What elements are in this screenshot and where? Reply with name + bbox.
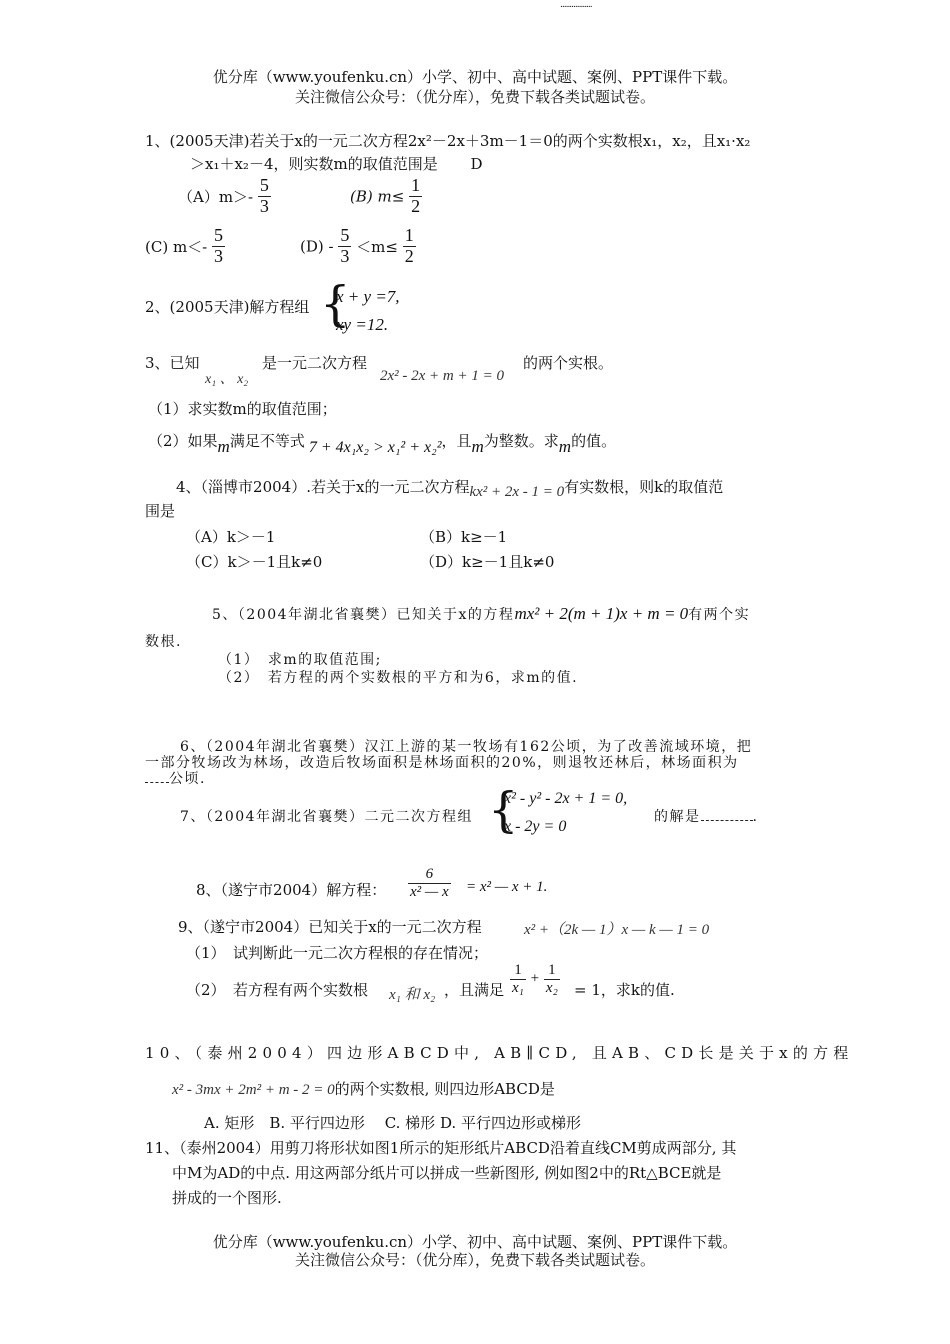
q3-inequality: 7 + 4x₁x₂ > x₁² + x₂² [308, 439, 442, 456]
q3-mid: 是一元二次方程 [262, 354, 368, 372]
denominator: x₂ [545, 979, 558, 996]
header-line-1: 优分库（www.youfenku.cn）小学、初中、高中试题、案例、PPT课件下载。 [212, 68, 738, 86]
q9-part-2-b: ，且满足 [444, 981, 505, 999]
q1-option-d-label: (D) - [300, 237, 334, 256]
q5-equation: mx² + 2(m + 1)x + m = 0 [514, 604, 689, 623]
q3-part-1: （1）求实数m的取值范围； [148, 400, 337, 418]
q8-lead: 8、（遂宁市2004）解方程： [196, 881, 387, 899]
q10-equation: x² - 3mx + 2m² + m - 2 = 0 [172, 1082, 335, 1098]
q1-option-c-fraction [212, 226, 225, 267]
q3-tail: 的两个实根。 [523, 354, 614, 372]
q3-vars: x₁ 、 x₂ [205, 372, 249, 387]
q1-option-c [145, 226, 225, 267]
q3-part-2-a: （2）如果 [148, 432, 218, 450]
q3-part-2-d: 为整数。求 [483, 432, 559, 450]
q2-eq-1: x + y =7, [336, 287, 400, 306]
q3-equation: 2x² - 2x + m + 1 = 0 [380, 368, 505, 384]
denominator: 3 [340, 245, 350, 266]
q3-part-2 [148, 430, 617, 456]
q6-line-2: 一部分牧场改为林场，改造后牧场面积是林场面积的20%，则退牧还林后，林场面积为 [145, 755, 739, 771]
q4-option-b: （B）k≥－1 [420, 528, 508, 546]
q1-option-b [350, 176, 422, 217]
numerator: 5 [259, 175, 269, 195]
q11-line-1: 11、（泰州2004）用剪刀将形状如图1所示的矩形纸片ABCD沿着直线CM剪成两部分, 其 [145, 1139, 737, 1157]
q5-part-2: （2） 若方程的两个实数根的平方和为6，求m的值. [218, 670, 579, 686]
header-line-2: 关注微信公众号：（优分库），免费下载各类试题试卷。 [294, 88, 655, 106]
q5-line-1-a: 5、（2004年湖北省襄樊）已知关于x的方程 [212, 607, 515, 623]
q1-line-1: 1、(2005天津)若关于x的一元二次方程2x²－2x＋3m－1＝0的两个实数根x₁，x₂，且x₁·x₂ [145, 132, 751, 150]
denominator: 2 [404, 245, 414, 266]
q4-option-a: （A）k＞－1 [186, 528, 276, 546]
q2-eq-2: xy =12. [336, 315, 389, 334]
q1-option-d [300, 226, 416, 267]
numerator: 1 [548, 962, 556, 978]
denominator: 2 [411, 195, 421, 216]
q3-part-2-b: 满足不等式 [229, 432, 305, 450]
q4-line-1-a: 4、（淄博市2004）.若关于x的一元二次方程 [176, 478, 470, 496]
q7-blank [701, 811, 753, 821]
q1-line-2-text: ＞x₁＋x₂－4，则实数m的取值范围是 [190, 155, 438, 173]
q7-lead: 7、（2004年湖北省襄樊）二元二次方程组 [180, 809, 474, 825]
q8-numerator: 6 [425, 866, 434, 882]
q5-line-1 [212, 604, 750, 624]
q1-option-d-fraction-1 [338, 226, 351, 267]
footer-line-1: 优分库（www.youfenku.cn）小学、初中、高中试题、案例、PPT课件下载。 [212, 1233, 738, 1251]
q4-option-c: （C）k＞－1且k≠0 [186, 553, 323, 571]
q9-equation: x² +（2k — 1）x — k — 1 = 0 [524, 922, 710, 938]
q1-option-c-label: (C) m＜- [145, 237, 208, 256]
q5-line-1-b: 有两个实 [688, 607, 751, 623]
q2-text: 2、(2005天津)解方程组 [145, 298, 310, 316]
q1-option-b-label: (B) m≤ [350, 187, 405, 206]
denominator: 3 [214, 245, 224, 266]
q11-line-2: 中M为AD的中点. 用这两部分纸片可以拼成一些新图形, 例如图2中的Rt△BCE就是 [172, 1164, 722, 1182]
q1-option-a [178, 176, 271, 217]
q9-part-2-a: （2） 若方程有两个实数根 [186, 981, 369, 999]
q1-line-2 [190, 153, 483, 174]
numerator: 1 [404, 225, 414, 245]
numerator: 1 [411, 175, 421, 195]
q6-line-3-text: 公顷. [169, 771, 206, 787]
q5-line-2: 数根. [145, 634, 182, 650]
q9-lead: 9、（遂宁市2004）已知关于x的一元二次方程 [178, 918, 482, 936]
q1-option-a-fraction [258, 176, 271, 217]
q9-fractions: $\frac{1}{\text{x₁}}$ + $\frac{1}{\text{x₂}}$ [512, 962, 558, 996]
q3-var-m-3: m [558, 437, 572, 456]
q1-option-a-label: （A）m＞- [178, 187, 254, 206]
q8-fraction [408, 866, 451, 900]
q3-var-m-1: m [217, 437, 230, 456]
q3-part-2-c: ，且 [441, 432, 472, 450]
q10-line-1: 10、（泰州2004）四边形ABCD中, AB∥CD, 且AB、CD长是关于x的方程 [145, 1044, 854, 1062]
denominator: x₁ [512, 979, 524, 996]
q2-brace: { [320, 276, 351, 332]
numerator: 1 [514, 962, 522, 978]
q5-part-1: （1） 求m的取值范围; [218, 652, 382, 668]
q4-option-d: （D）k≥－1且k≠0 [420, 553, 555, 571]
q10-line-2-tail: 的两个实数根, 则四边形ABCD是 [334, 1080, 555, 1098]
top-mark: ................. [560, 0, 592, 10]
q10-options: A. 矩形 B. 平行四边形 C. 梯形 D. 平行四边形或梯形 [204, 1114, 581, 1132]
q4-equation: kx² + 2x - 1 = 0 [469, 484, 565, 500]
numerator: 5 [340, 225, 350, 245]
footer-line-2: 关注微信公众号：（优分库），免费下载各类试题试卷。 [294, 1251, 655, 1269]
q6-blank [145, 773, 169, 783]
q7-tail: 的解是 . [654, 809, 759, 825]
q8-rhs: = x² — x + 1. [466, 879, 548, 895]
numerator: 5 [214, 225, 224, 245]
q3-part-2-e: 的值。 [571, 432, 617, 450]
q1-answer: D [470, 155, 483, 173]
q7-eq-1: x² - y² - 2x + 1 = 0, [504, 790, 628, 807]
q7-brace: { [488, 782, 519, 838]
q4-line-1-b: 有实数根，则k的取值范 [564, 478, 724, 496]
q9-part-2-vars: x₁ 和 x₂ [389, 987, 436, 1003]
q1-option-d-mid: ＜m≤ [356, 237, 398, 256]
q1-option-b-fraction [409, 176, 422, 217]
q6-line-1: 6、（2004年湖北省襄樊）汉江上游的某一牧场有162公顷，为了改善流域环境，把 [180, 739, 753, 755]
q3-lead: 3、已知 [145, 354, 200, 372]
q9-part-1: （1） 试判断此一元二次方程根的存在情况； [186, 944, 489, 962]
q6-line-3 [145, 768, 206, 788]
q9-part-2-c: = 1，求k的值. [574, 981, 675, 999]
denominator: 3 [259, 195, 269, 216]
q8-denominator: x² — x [410, 883, 449, 900]
q10-line-2 [172, 1078, 555, 1099]
q4-line-2: 围是 [145, 502, 176, 520]
q7-tail-text: 的解是 [654, 809, 701, 825]
q1-option-d-fraction-2 [403, 226, 416, 267]
q4-line-1 [176, 476, 724, 500]
q3-var-m-2: m [471, 437, 484, 456]
q7-eq-2: x - 2y = 0 [504, 818, 567, 835]
q11-line-3: 拼成的一个图形. [172, 1189, 282, 1207]
